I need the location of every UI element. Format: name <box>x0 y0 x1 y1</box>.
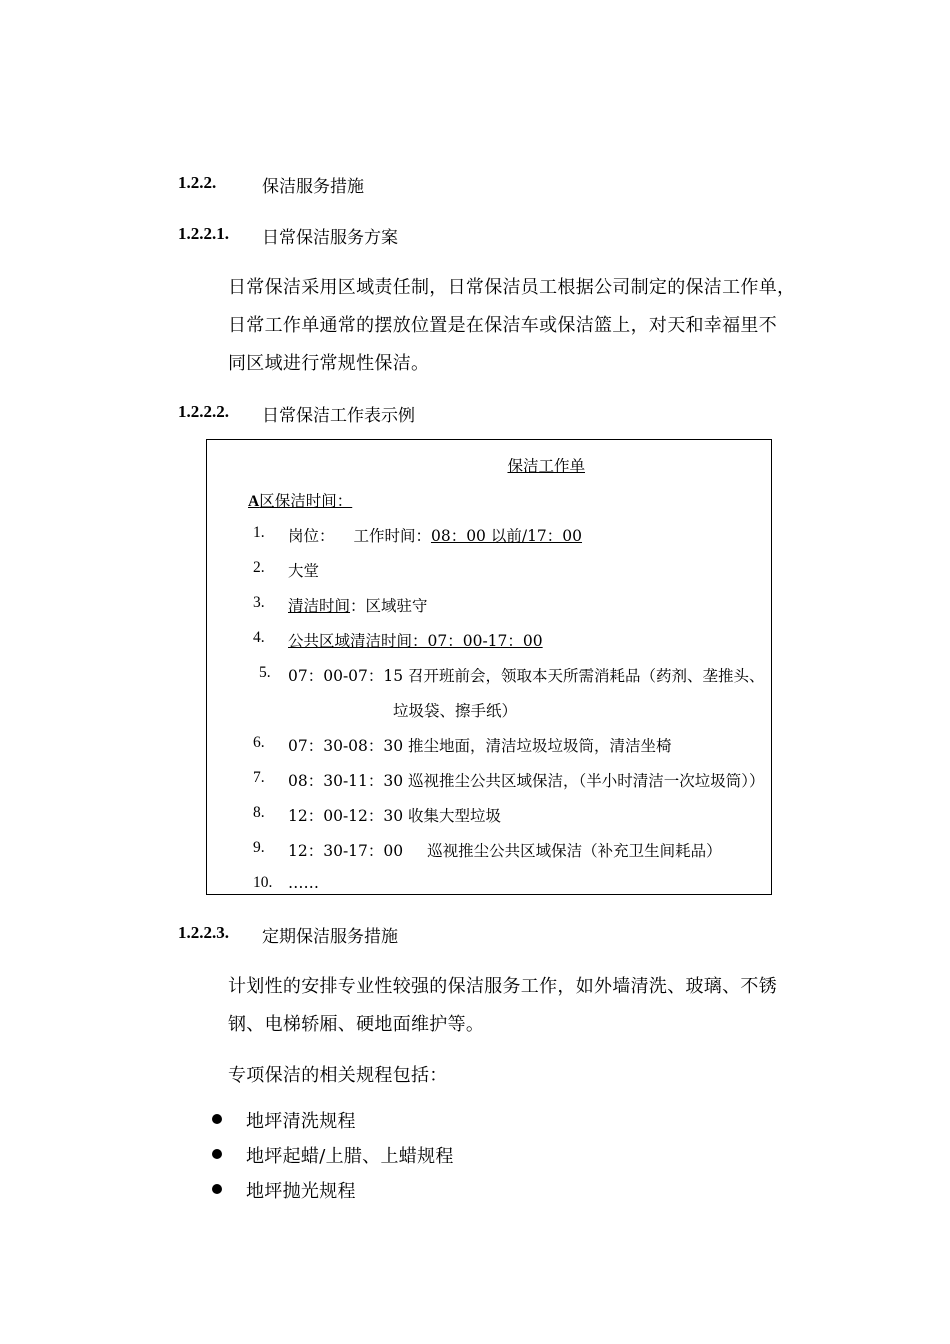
item-label: 工作时间： <box>353 527 431 545</box>
bullet-dot-icon <box>212 1114 222 1124</box>
item-number: 7. <box>253 769 265 786</box>
item-number: 4. <box>253 629 265 646</box>
paragraph-line: 钢、电梯轿厢、硬地面维护等。 <box>228 1014 485 1035</box>
item-text: 12：00-12：30 收集大型垃圾 <box>288 807 502 825</box>
bullet-dot-icon <box>212 1149 222 1159</box>
bullet-item: 地坪起蜡/上腊、上蜡规程 <box>246 1146 454 1167</box>
area-letter: A <box>248 493 260 510</box>
item-value: 08：00 以前/17：00 <box>430 527 583 545</box>
heading-title: 日常保洁工作表示例 <box>262 406 415 426</box>
paragraph-line: 计划性的安排专业性较强的保洁服务工作，如外墙清洗、玻璃、不锈 <box>228 976 777 997</box>
item-number: 5. <box>259 664 271 681</box>
bullet-dot-icon <box>212 1184 222 1194</box>
item-text <box>288 594 428 616</box>
heading-number: 1.2.2.2. <box>178 402 229 421</box>
item-desc: 巡视推尘公共区域保洁（补充卫生间耗品） <box>427 842 722 860</box>
item-label: 岗位： <box>288 527 335 545</box>
bullet-item: 地坪抛光规程 <box>246 1181 356 1202</box>
paragraph-line: 同区域进行常规性保洁。 <box>228 353 430 374</box>
item-text-continued: 垃圾袋、擦手纸） <box>393 702 518 720</box>
item-text: 08：30-11：30 巡视推尘公共区域保洁，（半小时清洁一次垃圾筒）） <box>288 772 765 790</box>
area-label: 区保洁时间： <box>259 492 353 510</box>
heading-title: 保洁服务措施 <box>262 177 364 197</box>
item-number: 3. <box>253 594 265 611</box>
item-number: 6. <box>253 734 265 751</box>
bullet-item: 地坪清洗规程 <box>246 1111 356 1132</box>
paragraph-line: 日常保洁采用区域责任制，日常保洁员工根据公司制定的保洁工作单， <box>228 277 796 298</box>
area-heading <box>248 489 352 511</box>
item-number: 2. <box>253 559 265 576</box>
heading-number: 1.2.2.1. <box>178 224 229 243</box>
item-number: 8. <box>253 804 265 821</box>
item-label: 清洁时间 <box>288 597 351 615</box>
item-text: 大堂 <box>288 562 320 580</box>
item-text: 07：00-07：15 召开班前会，领取本天所需消耗品（药剂、垄推头、 <box>288 667 765 685</box>
item-text: …… <box>288 874 319 892</box>
heading-number: 1.2.2. <box>178 173 217 192</box>
paragraph-line: 日常工作单通常的摆放位置是在保洁车或保洁篮上，对天和幸福里不 <box>228 315 777 336</box>
item-text: 公共区域清洁时间：07：00-17：00 <box>288 632 543 650</box>
heading-title: 日常保洁服务方案 <box>262 228 398 248</box>
heading-title: 定期保洁服务措施 <box>262 927 398 947</box>
item-text <box>288 524 582 546</box>
item-number: 10. <box>253 874 273 891</box>
worksheet-title: 保洁工作单 <box>507 457 585 475</box>
paragraph-line: 专项保洁的相关规程包括： <box>228 1065 448 1086</box>
worksheet-box <box>206 439 772 895</box>
item-time: 12：30-17：00 <box>288 842 404 860</box>
item-text: 07：30-08：30 推尘地面，清洁垃圾垃圾筒，清洁坐椅 <box>288 737 672 755</box>
heading-number: 1.2.2.3. <box>178 923 229 942</box>
item-number: 1. <box>253 524 265 541</box>
item-number: 9. <box>253 839 265 856</box>
item-text <box>288 839 722 861</box>
item-value: ：区域驻守 <box>350 597 428 615</box>
